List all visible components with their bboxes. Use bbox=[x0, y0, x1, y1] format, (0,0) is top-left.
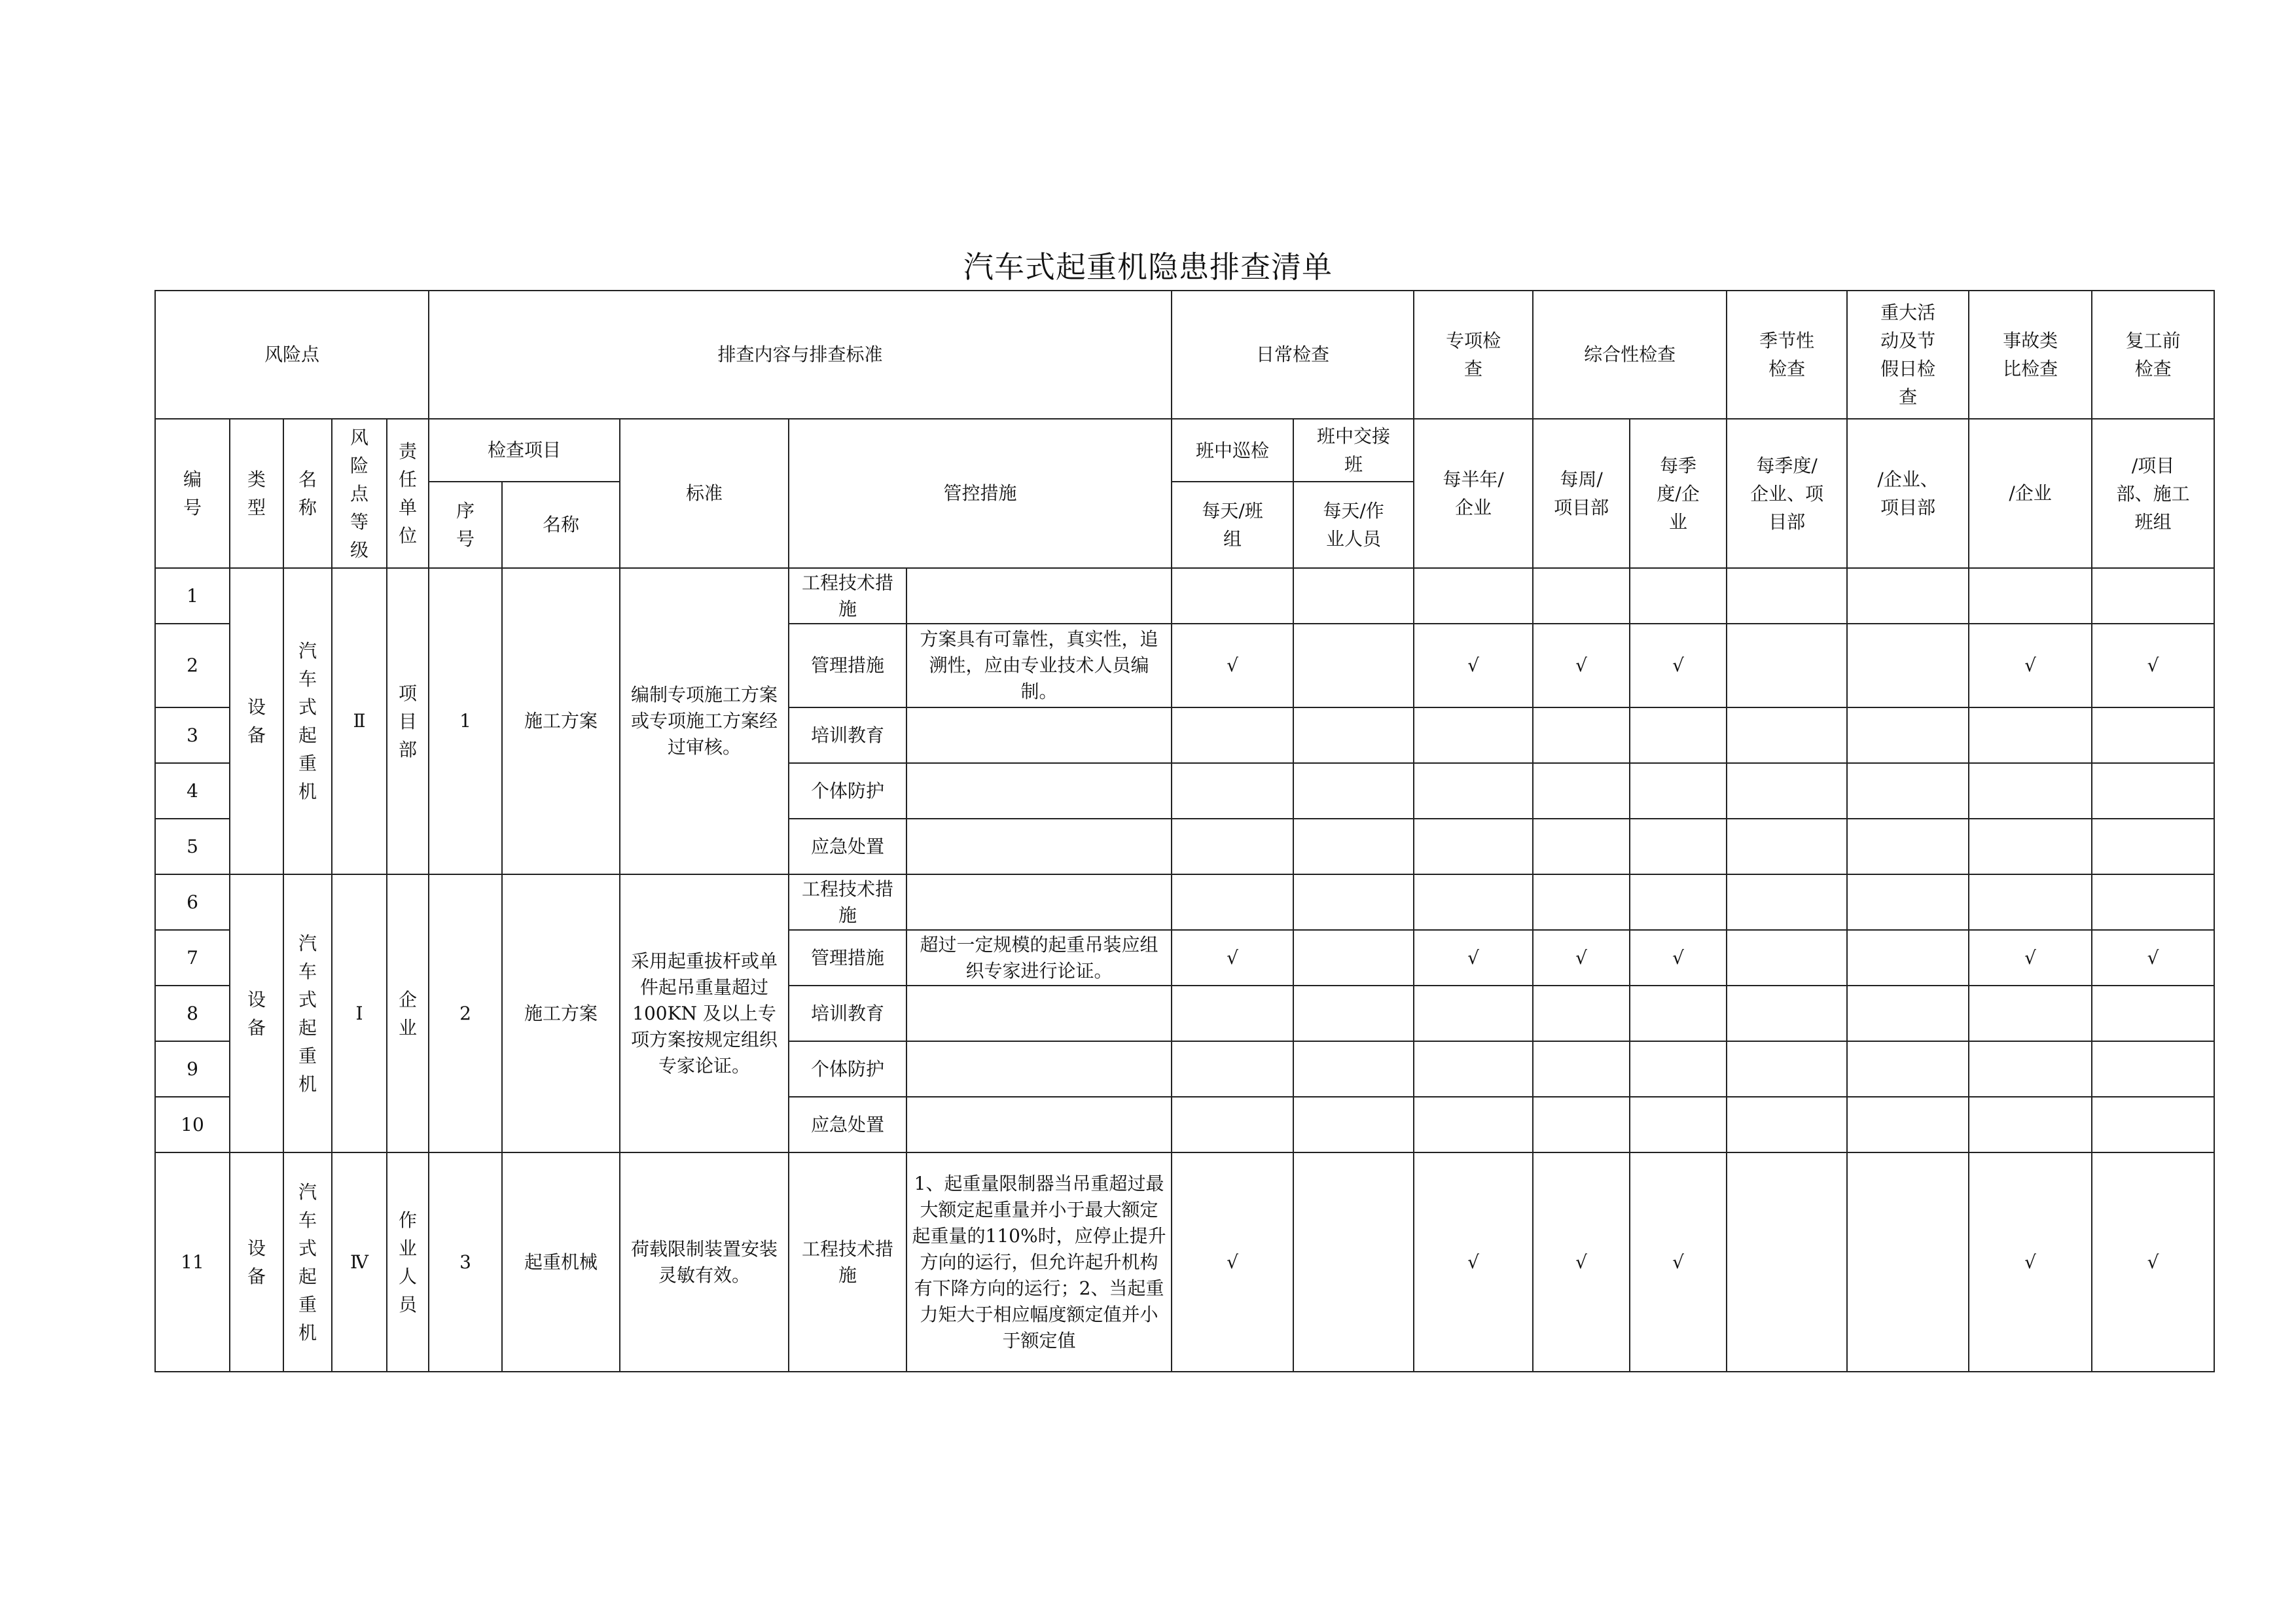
check-weekly: √ bbox=[1533, 930, 1630, 986]
group-risk-level: Ⅳ bbox=[332, 1152, 387, 1372]
measure-category: 管理措施 bbox=[789, 930, 906, 986]
header-enterprise-project: /企业、项目部 bbox=[1847, 419, 1969, 568]
check-resumption: √ bbox=[2092, 930, 2214, 986]
header-resumption-check: 复工前检查 bbox=[2092, 291, 2214, 419]
row-code: 3 bbox=[155, 707, 230, 763]
row-code: 11 bbox=[155, 1152, 230, 1372]
check-quarterly bbox=[1630, 568, 1727, 624]
header-daily-worker: 每天/作业人员 bbox=[1293, 482, 1414, 568]
group-risk-level: Ⅱ bbox=[332, 568, 387, 874]
check-shift-patrol bbox=[1172, 1041, 1293, 1097]
header-special-check: 专项检查 bbox=[1414, 291, 1533, 419]
check-resumption bbox=[2092, 1041, 2214, 1097]
group-seq: 2 bbox=[429, 874, 502, 1152]
check-weekly bbox=[1533, 568, 1630, 624]
check-accident bbox=[1969, 1097, 2092, 1152]
header-risk-level: 风险点等级 bbox=[332, 419, 387, 568]
header-code: 编号 bbox=[155, 419, 230, 568]
check-seasonal bbox=[1727, 1041, 1847, 1097]
header-quarterly-enterprise: 每季度/企业 bbox=[1630, 419, 1727, 568]
check-resumption bbox=[2092, 1097, 2214, 1152]
check-weekly bbox=[1533, 874, 1630, 930]
header-daily-team: 每天/班组 bbox=[1172, 482, 1293, 568]
check-half-year bbox=[1414, 1097, 1533, 1152]
check-major-event bbox=[1847, 874, 1969, 930]
table-row bbox=[155, 568, 2214, 624]
group-unit: 企业 bbox=[387, 874, 429, 1152]
check-accident bbox=[1969, 763, 2092, 819]
check-accident bbox=[1969, 1041, 2092, 1097]
check-accident bbox=[1969, 874, 2092, 930]
measure-category: 培训教育 bbox=[789, 707, 906, 763]
row-code: 6 bbox=[155, 874, 230, 930]
group-type: 设备 bbox=[230, 1152, 283, 1372]
check-major-event bbox=[1847, 624, 1969, 707]
check-major-event bbox=[1847, 930, 1969, 986]
measure-text bbox=[906, 763, 1172, 819]
header-project-team: /项目部、施工班组 bbox=[2092, 419, 2214, 568]
header-responsible-unit: 责任单位 bbox=[387, 419, 429, 568]
header-row-2 bbox=[155, 419, 2214, 482]
check-resumption bbox=[2092, 763, 2214, 819]
check-seasonal bbox=[1727, 986, 1847, 1041]
check-major-event bbox=[1847, 568, 1969, 624]
check-seasonal bbox=[1727, 707, 1847, 763]
measure-text: 1、起重量限制器当吊重超过最大额定起重量并小于最大额定起重量的110%时，应停止提升方向的运行，但允许起升机构有下降方向的运行；2、当起重力矩大于相应幅度额定值并小于额定值 bbox=[906, 1152, 1172, 1372]
check-shift-patrol bbox=[1172, 986, 1293, 1041]
page-title: 汽车式起重机隐患排查清单 bbox=[963, 249, 1333, 285]
check-shift-patrol bbox=[1172, 568, 1293, 624]
group-seq: 3 bbox=[429, 1152, 502, 1372]
check-shift-handover bbox=[1293, 819, 1414, 874]
check-half-year bbox=[1414, 763, 1533, 819]
measure-text bbox=[906, 568, 1172, 624]
header-name: 名称 bbox=[283, 419, 332, 568]
check-weekly bbox=[1533, 707, 1630, 763]
check-seasonal bbox=[1727, 1152, 1847, 1372]
check-half-year bbox=[1414, 819, 1533, 874]
check-major-event bbox=[1847, 707, 1969, 763]
header-seasonal-check: 季节性检查 bbox=[1727, 291, 1847, 419]
header-type: 类型 bbox=[230, 419, 283, 568]
row-code: 8 bbox=[155, 986, 230, 1041]
check-seasonal bbox=[1727, 930, 1847, 986]
measure-category: 管理措施 bbox=[789, 624, 906, 707]
check-accident bbox=[1969, 819, 2092, 874]
check-shift-patrol bbox=[1172, 819, 1293, 874]
check-shift-patrol bbox=[1172, 707, 1293, 763]
measure-category: 工程技术措施 bbox=[789, 874, 906, 930]
check-resumption bbox=[2092, 819, 2214, 874]
header-item-name: 名称 bbox=[502, 482, 620, 568]
check-shift-handover bbox=[1293, 986, 1414, 1041]
check-resumption: √ bbox=[2092, 624, 2214, 707]
check-quarterly: √ bbox=[1630, 624, 1727, 707]
group-seq: 1 bbox=[429, 568, 502, 874]
check-shift-handover bbox=[1293, 1152, 1414, 1372]
check-weekly: √ bbox=[1533, 1152, 1630, 1372]
check-accident bbox=[1969, 707, 2092, 763]
measure-text bbox=[906, 819, 1172, 874]
check-shift-patrol: √ bbox=[1172, 930, 1293, 986]
measure-category: 应急处置 bbox=[789, 819, 906, 874]
check-quarterly bbox=[1630, 874, 1727, 930]
check-half-year: √ bbox=[1414, 1152, 1533, 1372]
header-major-event-check: 重大活动及节假日检查 bbox=[1847, 291, 1969, 419]
group-item: 起重机械 bbox=[502, 1152, 620, 1372]
group-standard: 采用起重拔杆或单件起吊重量超过 100KN 及以上专项方案按规定组织专家论证。 bbox=[620, 874, 789, 1152]
header-quarterly-enterprise-project: 每季度/企业、项目部 bbox=[1727, 419, 1847, 568]
check-seasonal bbox=[1727, 1097, 1847, 1152]
group-type: 设备 bbox=[230, 874, 283, 1152]
header-seq: 序号 bbox=[429, 482, 502, 568]
row-code: 4 bbox=[155, 763, 230, 819]
check-shift-handover bbox=[1293, 763, 1414, 819]
header-comprehensive-check: 综合性检查 bbox=[1533, 291, 1727, 419]
header-shift-handover: 班中交接班 bbox=[1293, 419, 1414, 482]
row-code: 5 bbox=[155, 819, 230, 874]
check-accident: √ bbox=[1969, 930, 2092, 986]
measure-text bbox=[906, 1041, 1172, 1097]
check-shift-handover bbox=[1293, 930, 1414, 986]
check-quarterly: √ bbox=[1630, 930, 1727, 986]
header-accident-check: 事故类比检查 bbox=[1969, 291, 2092, 419]
check-weekly bbox=[1533, 763, 1630, 819]
check-weekly bbox=[1533, 986, 1630, 1041]
check-shift-handover bbox=[1293, 568, 1414, 624]
check-weekly bbox=[1533, 1041, 1630, 1097]
group-name: 汽车式起重机 bbox=[283, 568, 332, 874]
check-quarterly bbox=[1630, 819, 1727, 874]
check-major-event bbox=[1847, 819, 1969, 874]
row-code: 9 bbox=[155, 1041, 230, 1097]
check-shift-patrol bbox=[1172, 763, 1293, 819]
check-shift-handover bbox=[1293, 874, 1414, 930]
check-quarterly: √ bbox=[1630, 1152, 1727, 1372]
check-shift-patrol bbox=[1172, 874, 1293, 930]
header-control-measures: 管控措施 bbox=[789, 419, 1172, 568]
check-resumption bbox=[2092, 707, 2214, 763]
group-item: 施工方案 bbox=[502, 874, 620, 1152]
group-item: 施工方案 bbox=[502, 568, 620, 874]
check-half-year bbox=[1414, 874, 1533, 930]
check-half-year bbox=[1414, 1041, 1533, 1097]
header-half-year-enterprise: 每半年/企业 bbox=[1414, 419, 1533, 568]
check-weekly bbox=[1533, 819, 1630, 874]
check-major-event bbox=[1847, 1152, 1969, 1372]
row-code: 7 bbox=[155, 930, 230, 986]
check-shift-patrol: √ bbox=[1172, 1152, 1293, 1372]
header-weekly-project: 每周/项目部 bbox=[1533, 419, 1630, 568]
check-accident: √ bbox=[1969, 624, 2092, 707]
measure-text bbox=[906, 874, 1172, 930]
check-quarterly bbox=[1630, 986, 1727, 1041]
group-unit: 作业人员 bbox=[387, 1152, 429, 1372]
measure-category: 培训教育 bbox=[789, 986, 906, 1041]
group-name: 汽车式起重机 bbox=[283, 1152, 332, 1372]
check-shift-patrol bbox=[1172, 1097, 1293, 1152]
check-half-year bbox=[1414, 568, 1533, 624]
check-accident: √ bbox=[1969, 1152, 2092, 1372]
measure-text: 方案具有可靠性，真实性，追溯性，应由专业技术人员编制。 bbox=[906, 624, 1172, 707]
row-code: 1 bbox=[155, 568, 230, 624]
group-standard: 编制专项施工方案或专项施工方案经过审核。 bbox=[620, 568, 789, 874]
header-check-item: 检查项目 bbox=[429, 419, 620, 482]
check-seasonal bbox=[1727, 568, 1847, 624]
check-half-year bbox=[1414, 986, 1533, 1041]
check-resumption bbox=[2092, 874, 2214, 930]
header-risk-point: 风险点 bbox=[155, 291, 429, 419]
measure-text bbox=[906, 986, 1172, 1041]
check-quarterly bbox=[1630, 763, 1727, 819]
measure-text bbox=[906, 707, 1172, 763]
measure-text bbox=[906, 1097, 1172, 1152]
check-seasonal bbox=[1727, 874, 1847, 930]
check-resumption bbox=[2092, 568, 2214, 624]
check-seasonal bbox=[1727, 624, 1847, 707]
check-half-year: √ bbox=[1414, 930, 1533, 986]
group-risk-level: Ⅰ bbox=[332, 874, 387, 1152]
check-shift-handover bbox=[1293, 707, 1414, 763]
header-content-standard: 排查内容与排查标准 bbox=[429, 291, 1172, 419]
check-resumption: √ bbox=[2092, 1152, 2214, 1372]
measure-category: 工程技术措施 bbox=[789, 568, 906, 624]
hazard-checklist-table bbox=[154, 290, 2215, 1372]
check-major-event bbox=[1847, 986, 1969, 1041]
check-seasonal bbox=[1727, 763, 1847, 819]
check-quarterly bbox=[1630, 1097, 1727, 1152]
measure-text: 超过一定规模的起重吊装应组织专家进行论证。 bbox=[906, 930, 1172, 986]
check-accident bbox=[1969, 568, 2092, 624]
header-standard: 标准 bbox=[620, 419, 789, 568]
measure-category: 应急处置 bbox=[789, 1097, 906, 1152]
check-half-year bbox=[1414, 707, 1533, 763]
check-quarterly bbox=[1630, 1041, 1727, 1097]
table-row bbox=[155, 1152, 2214, 1372]
check-half-year: √ bbox=[1414, 624, 1533, 707]
check-quarterly bbox=[1630, 707, 1727, 763]
check-weekly bbox=[1533, 1097, 1630, 1152]
row-code: 2 bbox=[155, 624, 230, 707]
check-shift-patrol: √ bbox=[1172, 624, 1293, 707]
group-unit: 项目部 bbox=[387, 568, 429, 874]
group-type: 设备 bbox=[230, 568, 283, 874]
group-standard: 荷载限制装置安装灵敏有效。 bbox=[620, 1152, 789, 1372]
check-major-event bbox=[1847, 763, 1969, 819]
check-shift-handover bbox=[1293, 624, 1414, 707]
check-shift-handover bbox=[1293, 1097, 1414, 1152]
header-shift-patrol: 班中巡检 bbox=[1172, 419, 1293, 482]
table-row bbox=[155, 874, 2214, 930]
measure-category: 个体防护 bbox=[789, 1041, 906, 1097]
check-major-event bbox=[1847, 1097, 1969, 1152]
header-daily-check: 日常检查 bbox=[1172, 291, 1414, 419]
check-major-event bbox=[1847, 1041, 1969, 1097]
measure-category: 个体防护 bbox=[789, 763, 906, 819]
check-shift-handover bbox=[1293, 1041, 1414, 1097]
check-accident bbox=[1969, 986, 2092, 1041]
group-name: 汽车式起重机 bbox=[283, 874, 332, 1152]
check-seasonal bbox=[1727, 819, 1847, 874]
header-enterprise: /企业 bbox=[1969, 419, 2092, 568]
check-resumption bbox=[2092, 986, 2214, 1041]
row-code: 10 bbox=[155, 1097, 230, 1152]
header-row-1 bbox=[155, 291, 2214, 419]
measure-category: 工程技术措施 bbox=[789, 1152, 906, 1372]
check-weekly: √ bbox=[1533, 624, 1630, 707]
